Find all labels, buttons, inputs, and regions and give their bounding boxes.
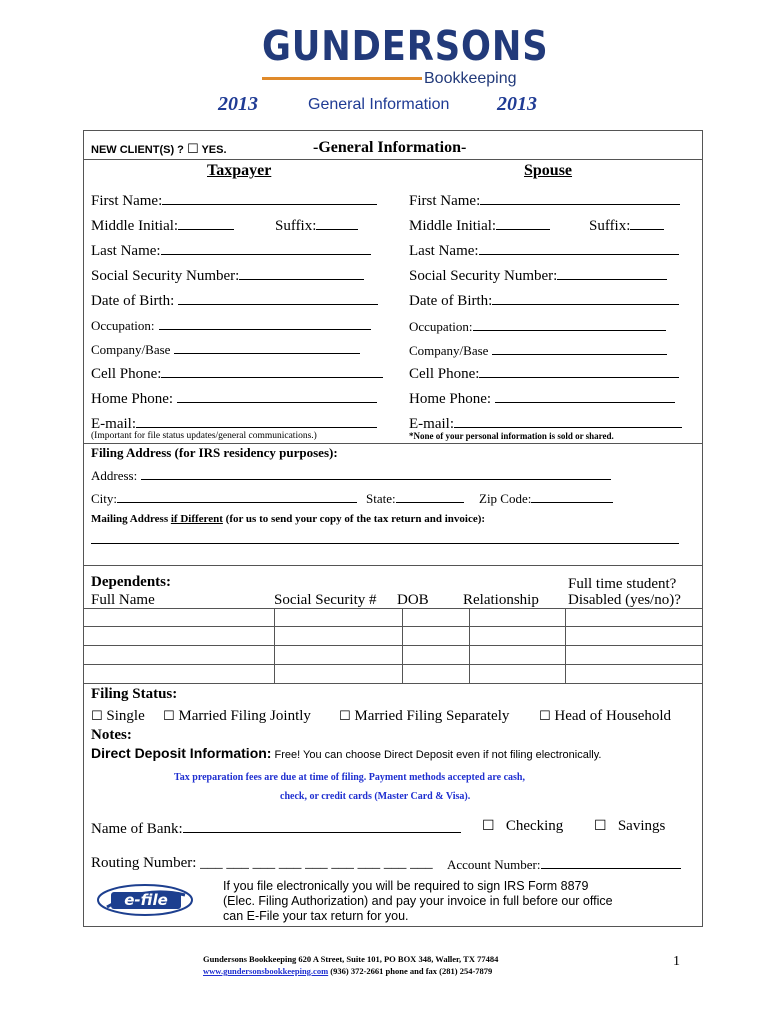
- table-row-line: [83, 626, 703, 627]
- spouse-email[interactable]: E-mail:: [409, 415, 682, 433]
- efile-logo: [97, 883, 193, 917]
- checkbox-icon: ☐: [539, 709, 551, 724]
- taxpayer-middle-initial[interactable]: Middle Initial:: [91, 217, 234, 235]
- table-col-line: [469, 608, 470, 683]
- spouse-occupation[interactable]: Occupation:: [409, 318, 666, 335]
- city-field[interactable]: City:: [91, 490, 357, 507]
- dep-col-full-name: Full Name: [91, 592, 155, 608]
- company-logo-subtitle: Bookkeeping: [424, 70, 517, 87]
- efile-note: If you file electronically you will be required to sign IRS Form 8879 (Elec. Filing Authorization) and pay your invoice in full before our office can E-File your tax return for you.: [223, 879, 613, 923]
- section-title: -General Information-: [313, 139, 467, 156]
- new-client-question: NEW CLIENT(S) ? ☐ YES.: [91, 142, 227, 157]
- spouse-heading: Spouse: [524, 162, 573, 179]
- table-row-line: [83, 664, 703, 665]
- notes-label: Notes:: [91, 727, 132, 743]
- spouse-first-name[interactable]: First Name:: [409, 192, 680, 210]
- mailing-address-line[interactable]: [91, 543, 679, 544]
- year-left: 2013: [218, 93, 258, 115]
- table-row-line: [83, 608, 703, 609]
- dependents-title: Dependents:: [91, 574, 172, 590]
- company-logo-name: GUNDERSONS: [262, 22, 549, 70]
- taxpayer-first-name[interactable]: First Name:: [91, 192, 377, 210]
- checkbox-icon: ☐: [163, 709, 175, 724]
- checkbox-icon: ☐: [482, 818, 495, 834]
- spouse-ssn[interactable]: Social Security Number:: [409, 267, 667, 285]
- checkbox-icon: ☐: [594, 818, 607, 834]
- full-time-student-label: Full time student?: [568, 576, 677, 592]
- email-note: (Important for file status updates/general communications.): [91, 431, 317, 441]
- taxpayer-occupation[interactable]: Occupation:: [91, 317, 371, 334]
- dep-col-disabled: Disabled (yes/no)?: [568, 592, 681, 608]
- footer-contact: www.gundersonsbookkeeping.com (936) 372-2661 phone and fax (281) 254-7879: [203, 966, 493, 976]
- filing-status-single[interactable]: ☐ Single: [91, 708, 145, 724]
- direct-deposit-heading: Direct Deposit Information: Free! You can choose Direct Deposit even if not filing electronically.: [91, 745, 602, 761]
- filing-status-hoh[interactable]: ☐ Head of Household: [539, 708, 672, 724]
- routing-number-field[interactable]: Routing Number: ___ ___ ___ ___ ___ ___ ___ ___ ___: [91, 855, 433, 871]
- mailing-address-label: Mailing Address if Different (for us to send your copy of the tax return and invoice):: [91, 513, 486, 525]
- new-client-checkbox[interactable]: ☐: [186, 142, 199, 157]
- efile-logo-text: e-file: [124, 891, 168, 909]
- savings-option[interactable]: ☐ Savings: [594, 818, 666, 834]
- taxpayer-heading: Taxpayer: [207, 162, 272, 179]
- checking-option[interactable]: ☐ Checking: [482, 818, 564, 834]
- filing-status-separate[interactable]: ☐ Married Filing Separately: [339, 708, 510, 724]
- logo-underline: [262, 77, 422, 80]
- table-col-line: [274, 608, 275, 683]
- fees-note-line2: check, or credit cards (Master Card & Visa).: [280, 791, 471, 802]
- spouse-last-name[interactable]: Last Name:: [409, 242, 679, 260]
- year-right: 2013: [497, 93, 537, 115]
- state-field[interactable]: State:: [366, 490, 464, 507]
- dep-col-relationship: Relationship: [463, 592, 539, 608]
- taxpayer-company[interactable]: Company/Base: [91, 341, 360, 358]
- footer-address: Gundersons Bookkeeping 620 A Street, Suite 101, PO BOX 348, Waller, TX 77484: [203, 954, 499, 964]
- table-row-line: [83, 645, 703, 646]
- zip-field[interactable]: Zip Code:: [479, 490, 613, 507]
- privacy-note: *None of your personal information is sold or shared.: [409, 431, 614, 441]
- page-number: 1: [673, 954, 680, 969]
- taxpayer-last-name[interactable]: Last Name:: [91, 242, 371, 260]
- fees-note-line1: Tax preparation fees are due at time of filing. Payment methods accepted are cash,: [174, 772, 525, 783]
- spouse-cell-phone[interactable]: Cell Phone:: [409, 365, 679, 383]
- taxpayer-ssn[interactable]: Social Security Number:: [91, 267, 364, 285]
- taxpayer-home-phone[interactable]: Home Phone:: [91, 390, 377, 408]
- taxpayer-cell-phone[interactable]: Cell Phone:: [91, 365, 383, 383]
- table-col-line: [402, 608, 403, 683]
- taxpayer-dob[interactable]: Date of Birth:: [91, 292, 378, 310]
- website-link[interactable]: www.gundersonsbookkeeping.com: [203, 966, 329, 976]
- spouse-dob[interactable]: Date of Birth:: [409, 292, 679, 310]
- address-field[interactable]: Address:: [91, 467, 611, 484]
- filing-address-title: Filing Address (for IRS residency purposes):: [91, 445, 338, 460]
- divider: [83, 565, 703, 566]
- checkbox-icon: ☐: [91, 709, 103, 724]
- filing-status-joint[interactable]: ☐ Married Filing Jointly: [163, 708, 311, 724]
- table-row-line: [83, 683, 703, 684]
- page-title: General Information: [308, 96, 450, 113]
- dependents-table[interactable]: [83, 608, 703, 683]
- taxpayer-suffix[interactable]: Suffix:: [275, 217, 358, 235]
- taxpayer-email[interactable]: E-mail:: [91, 415, 377, 433]
- spouse-middle-initial[interactable]: Middle Initial:: [409, 217, 550, 235]
- dep-col-ssn: Social Security #: [274, 592, 377, 608]
- checkbox-icon: ☐: [339, 709, 351, 724]
- bank-name-field[interactable]: Name of Bank:: [91, 820, 461, 838]
- divider: [83, 159, 703, 160]
- table-col-line: [565, 608, 566, 683]
- account-number-field[interactable]: Account Number:: [447, 856, 681, 873]
- filing-status-title: Filing Status:: [91, 686, 178, 702]
- spouse-home-phone[interactable]: Home Phone:: [409, 390, 675, 408]
- spouse-suffix[interactable]: Suffix:: [589, 217, 664, 235]
- spouse-company[interactable]: Company/Base: [409, 342, 667, 359]
- divider: [83, 443, 703, 444]
- dep-col-dob: DOB: [397, 592, 429, 608]
